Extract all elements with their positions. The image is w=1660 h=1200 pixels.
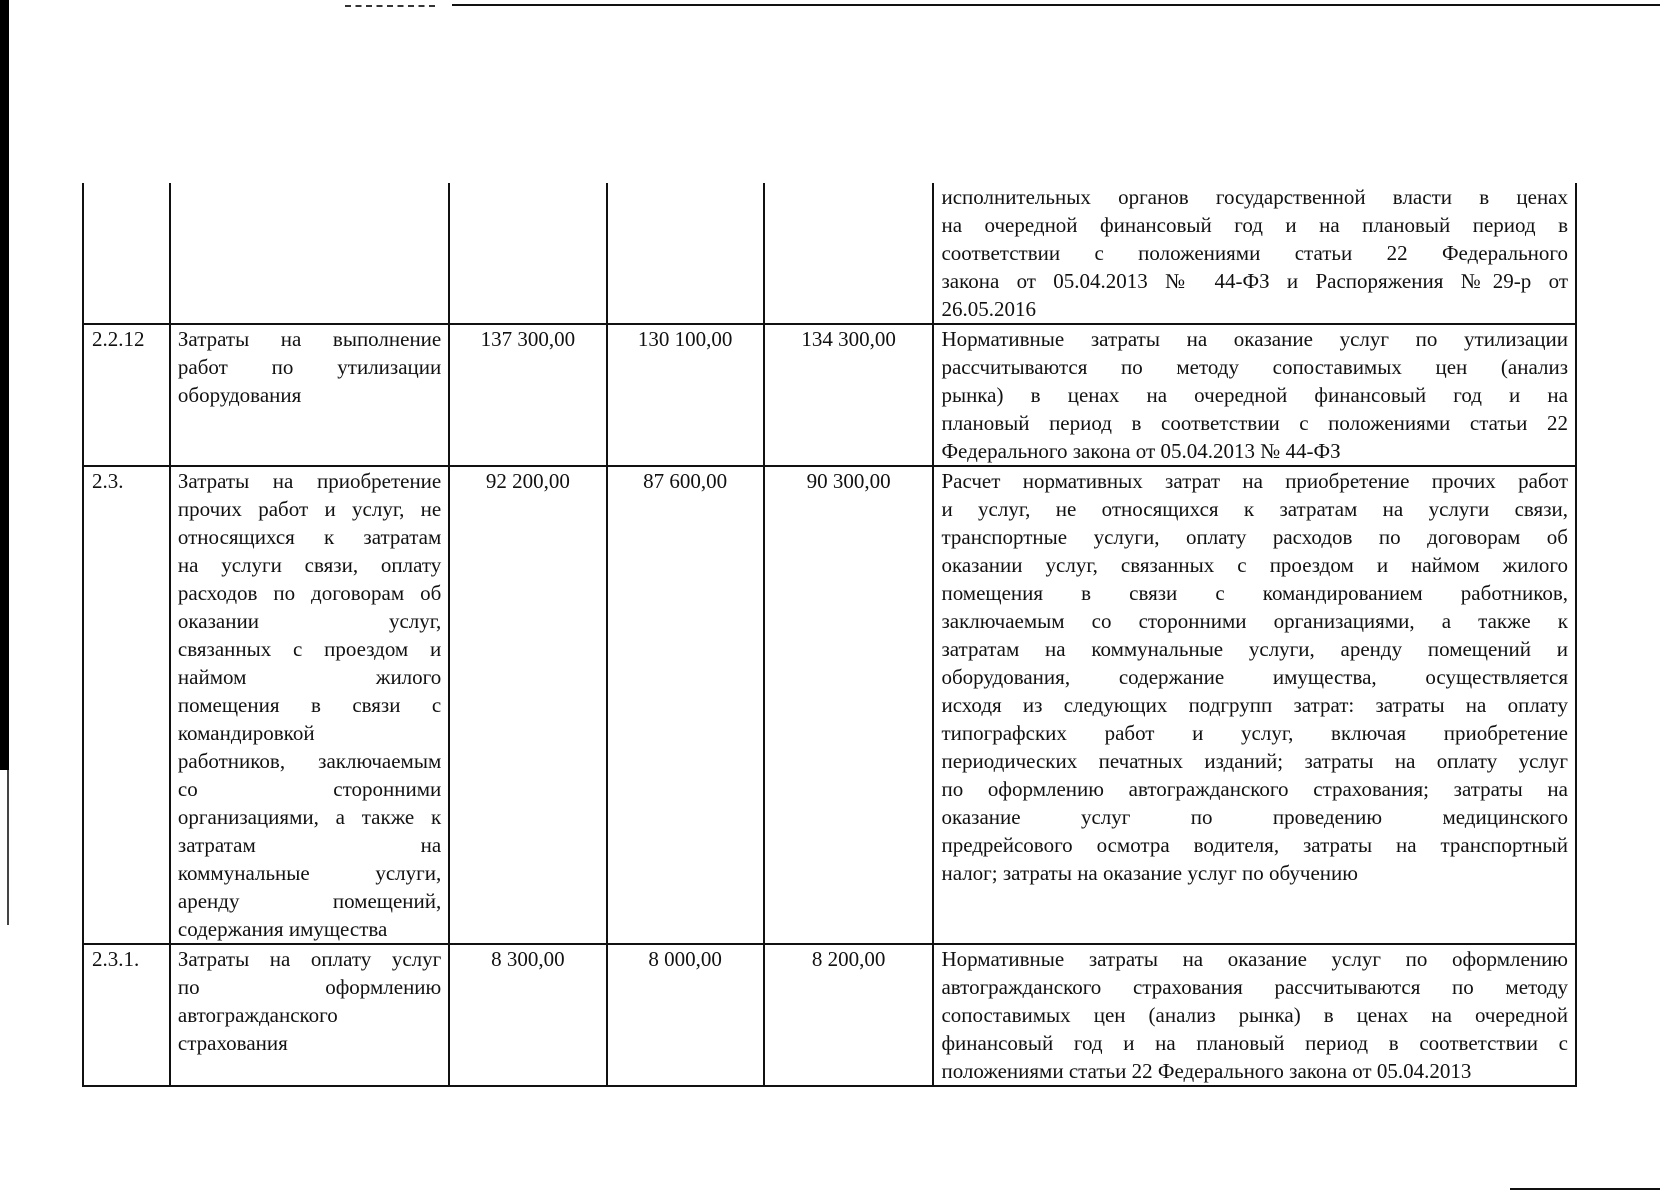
cost-item-name-line: Затраты на приобретение (177, 469, 442, 493)
amount-year-1 (449, 183, 606, 324)
cost-item-name-line: помещения в связи с (177, 693, 442, 717)
cost-item-name-line: Затраты на выполнение (177, 327, 442, 351)
cost-item-name-line: автогражданского (177, 1003, 338, 1027)
cost-item-name (170, 944, 449, 1086)
calculation-method-line: Нормативные затраты на оказание услуг по утилизации (941, 327, 1568, 351)
cost-item-name-line: командировкой (177, 721, 315, 745)
cost-item-name-line: аренду помещений, (177, 889, 442, 913)
cost-item-name (170, 466, 449, 944)
cost-item-name-line: содержания имущества (177, 917, 388, 941)
calculation-method-line: затратам на коммунальные услуги, аренду помещений и (941, 637, 1568, 661)
amount-year-2: 8 000,00 (607, 944, 764, 1086)
calculation-method-line: Нормативные затраты на оказание услуг по оформлению (941, 947, 1568, 971)
amount-year-3 (764, 183, 934, 324)
calculation-method-line: транспортные услуги, оплату расходов по договорам об (941, 525, 1568, 549)
calculation-method (933, 324, 1576, 466)
calculation-method-line: по оформлению автогражданского страхования; затраты на (941, 777, 1568, 801)
calculation-method-line: сопоставимых цен (анализ рынка) в ценах на очередной (941, 1003, 1568, 1027)
cost-item-name-line: относящихся к затратам (177, 525, 442, 549)
calculation-method-line: рассчитываются по методу сопоставимых цен (анализ (941, 355, 1568, 379)
scan-edge-mark (0, 0, 9, 770)
cost-item-name-line: по оформлению (177, 975, 442, 999)
calculation-method-line: типографских работ и услуг, включая приобретение (941, 721, 1568, 745)
row-number (83, 183, 170, 324)
cost-item-name (170, 183, 449, 324)
cost-item-name (170, 324, 449, 466)
calculation-method-line: помещения в связи с командированием работников, (941, 581, 1568, 605)
calculation-method-line: Федерального закона от 05.04.2013 № 44-ФЗ (941, 439, 1341, 463)
calculation-method-line: оборудования, содержание имущества, осуществляется (941, 665, 1568, 689)
table-row (83, 183, 1576, 324)
cost-item-name-line: работ по утилизации (177, 355, 442, 379)
amount-year-3: 134 300,00 (764, 324, 934, 466)
row-number: 2.3. (83, 466, 170, 944)
calculation-method-line: заключаемым со сторонними организациями, а также к (941, 609, 1568, 633)
calculation-method-line: и услуг, не относящихся к затратам на услуги связи, (941, 497, 1568, 521)
calculation-method-line: оказании услуг, связанных с проездом и наймом жилого (941, 553, 1568, 577)
calculation-method (933, 466, 1576, 944)
cost-item-name-line: затратам на (177, 833, 442, 857)
table-row (83, 466, 1576, 944)
amount-year-1: 137 300,00 (449, 324, 606, 466)
table-row (83, 324, 1576, 466)
cost-item-name-line: наймом жилого (177, 665, 442, 689)
amount-year-1: 92 200,00 (449, 466, 606, 944)
calculation-method-line: 26.05.2016 (941, 297, 1036, 321)
cost-item-name-line: работников, заключаемым (177, 749, 442, 773)
calculation-method (933, 183, 1576, 324)
cost-item-name-line: организациями, а также к (177, 805, 442, 829)
calculation-method-line: положениями статьи 22 Федерального закона от 05.04.2013 (941, 1059, 1472, 1083)
cost-item-name-line: связанных с проездом и (177, 637, 442, 661)
calculation-method-line: плановый период в соответствии с положениями статьи 22 (941, 411, 1568, 435)
cost-item-name-line: прочих работ и услуг, не (177, 497, 442, 521)
calculation-method-line: на очередной финансовый год и на плановый период в (941, 213, 1568, 237)
cost-item-name-line: на услуги связи, оплату (177, 553, 442, 577)
calculation-method-line: автогражданского страхования рассчитываются по методу (941, 975, 1568, 999)
calculation-method-line: соответствии с положениями статьи 22 Федерального (941, 241, 1568, 265)
amount-year-3: 90 300,00 (764, 466, 934, 944)
calculation-method-line: исходя из следующих подгрупп затрат: затраты на оплату (941, 693, 1568, 717)
cost-item-name-line: Затраты на оплату услуг (177, 947, 442, 971)
row-number: 2.2.12 (83, 324, 170, 466)
cost-item-name-line: оказании услуг, (177, 609, 442, 633)
amount-year-3: 8 200,00 (764, 944, 934, 1086)
cost-item-name-line: страхования (177, 1031, 288, 1055)
calculation-method-line: финансовый год и на плановый период в соответствии с (941, 1031, 1568, 1055)
calculation-method-line: периодических печатных изданий; затраты на оплату услуг (941, 749, 1568, 773)
cost-item-name-line: со сторонними (177, 777, 442, 801)
calculation-method-line: Расчет нормативных затрат на приобретение прочих работ (941, 469, 1568, 493)
amount-year-2 (607, 183, 764, 324)
calculation-method-line: предрейсового осмотра водителя, затраты на транспортный (941, 833, 1568, 857)
cost-table (82, 183, 1577, 1087)
scan-bottom-line (1510, 1188, 1660, 1190)
scan-edge-line (7, 770, 9, 925)
calculation-method-line: рынка) в ценах на очередной финансовый год и на (941, 383, 1568, 407)
table-row (83, 944, 1576, 1086)
row-number: 2.3.1. (83, 944, 170, 1086)
calculation-method-line: исполнительных органов государственной власти в ценах (941, 185, 1568, 209)
amount-year-1: 8 300,00 (449, 944, 606, 1086)
amount-year-2: 130 100,00 (607, 324, 764, 466)
cost-item-name-line: оборудования (177, 383, 302, 407)
scan-top-dash (345, 5, 435, 7)
calculation-method-line: налог; затраты на оказание услуг по обучению (941, 861, 1358, 885)
calculation-method-line: закона от 05.04.2013 № 44-ФЗ и Распоряжения №29-р от (941, 269, 1568, 293)
cost-item-name-line: расходов по договорам об (177, 581, 442, 605)
scan-top-line (452, 4, 1660, 6)
calculation-method-line: оказание услуг по проведению медицинского (941, 805, 1568, 829)
table-body (83, 183, 1576, 1086)
calculation-method (933, 944, 1576, 1086)
amount-year-2: 87 600,00 (607, 466, 764, 944)
cost-item-name-line: коммунальные услуги, (177, 861, 442, 885)
